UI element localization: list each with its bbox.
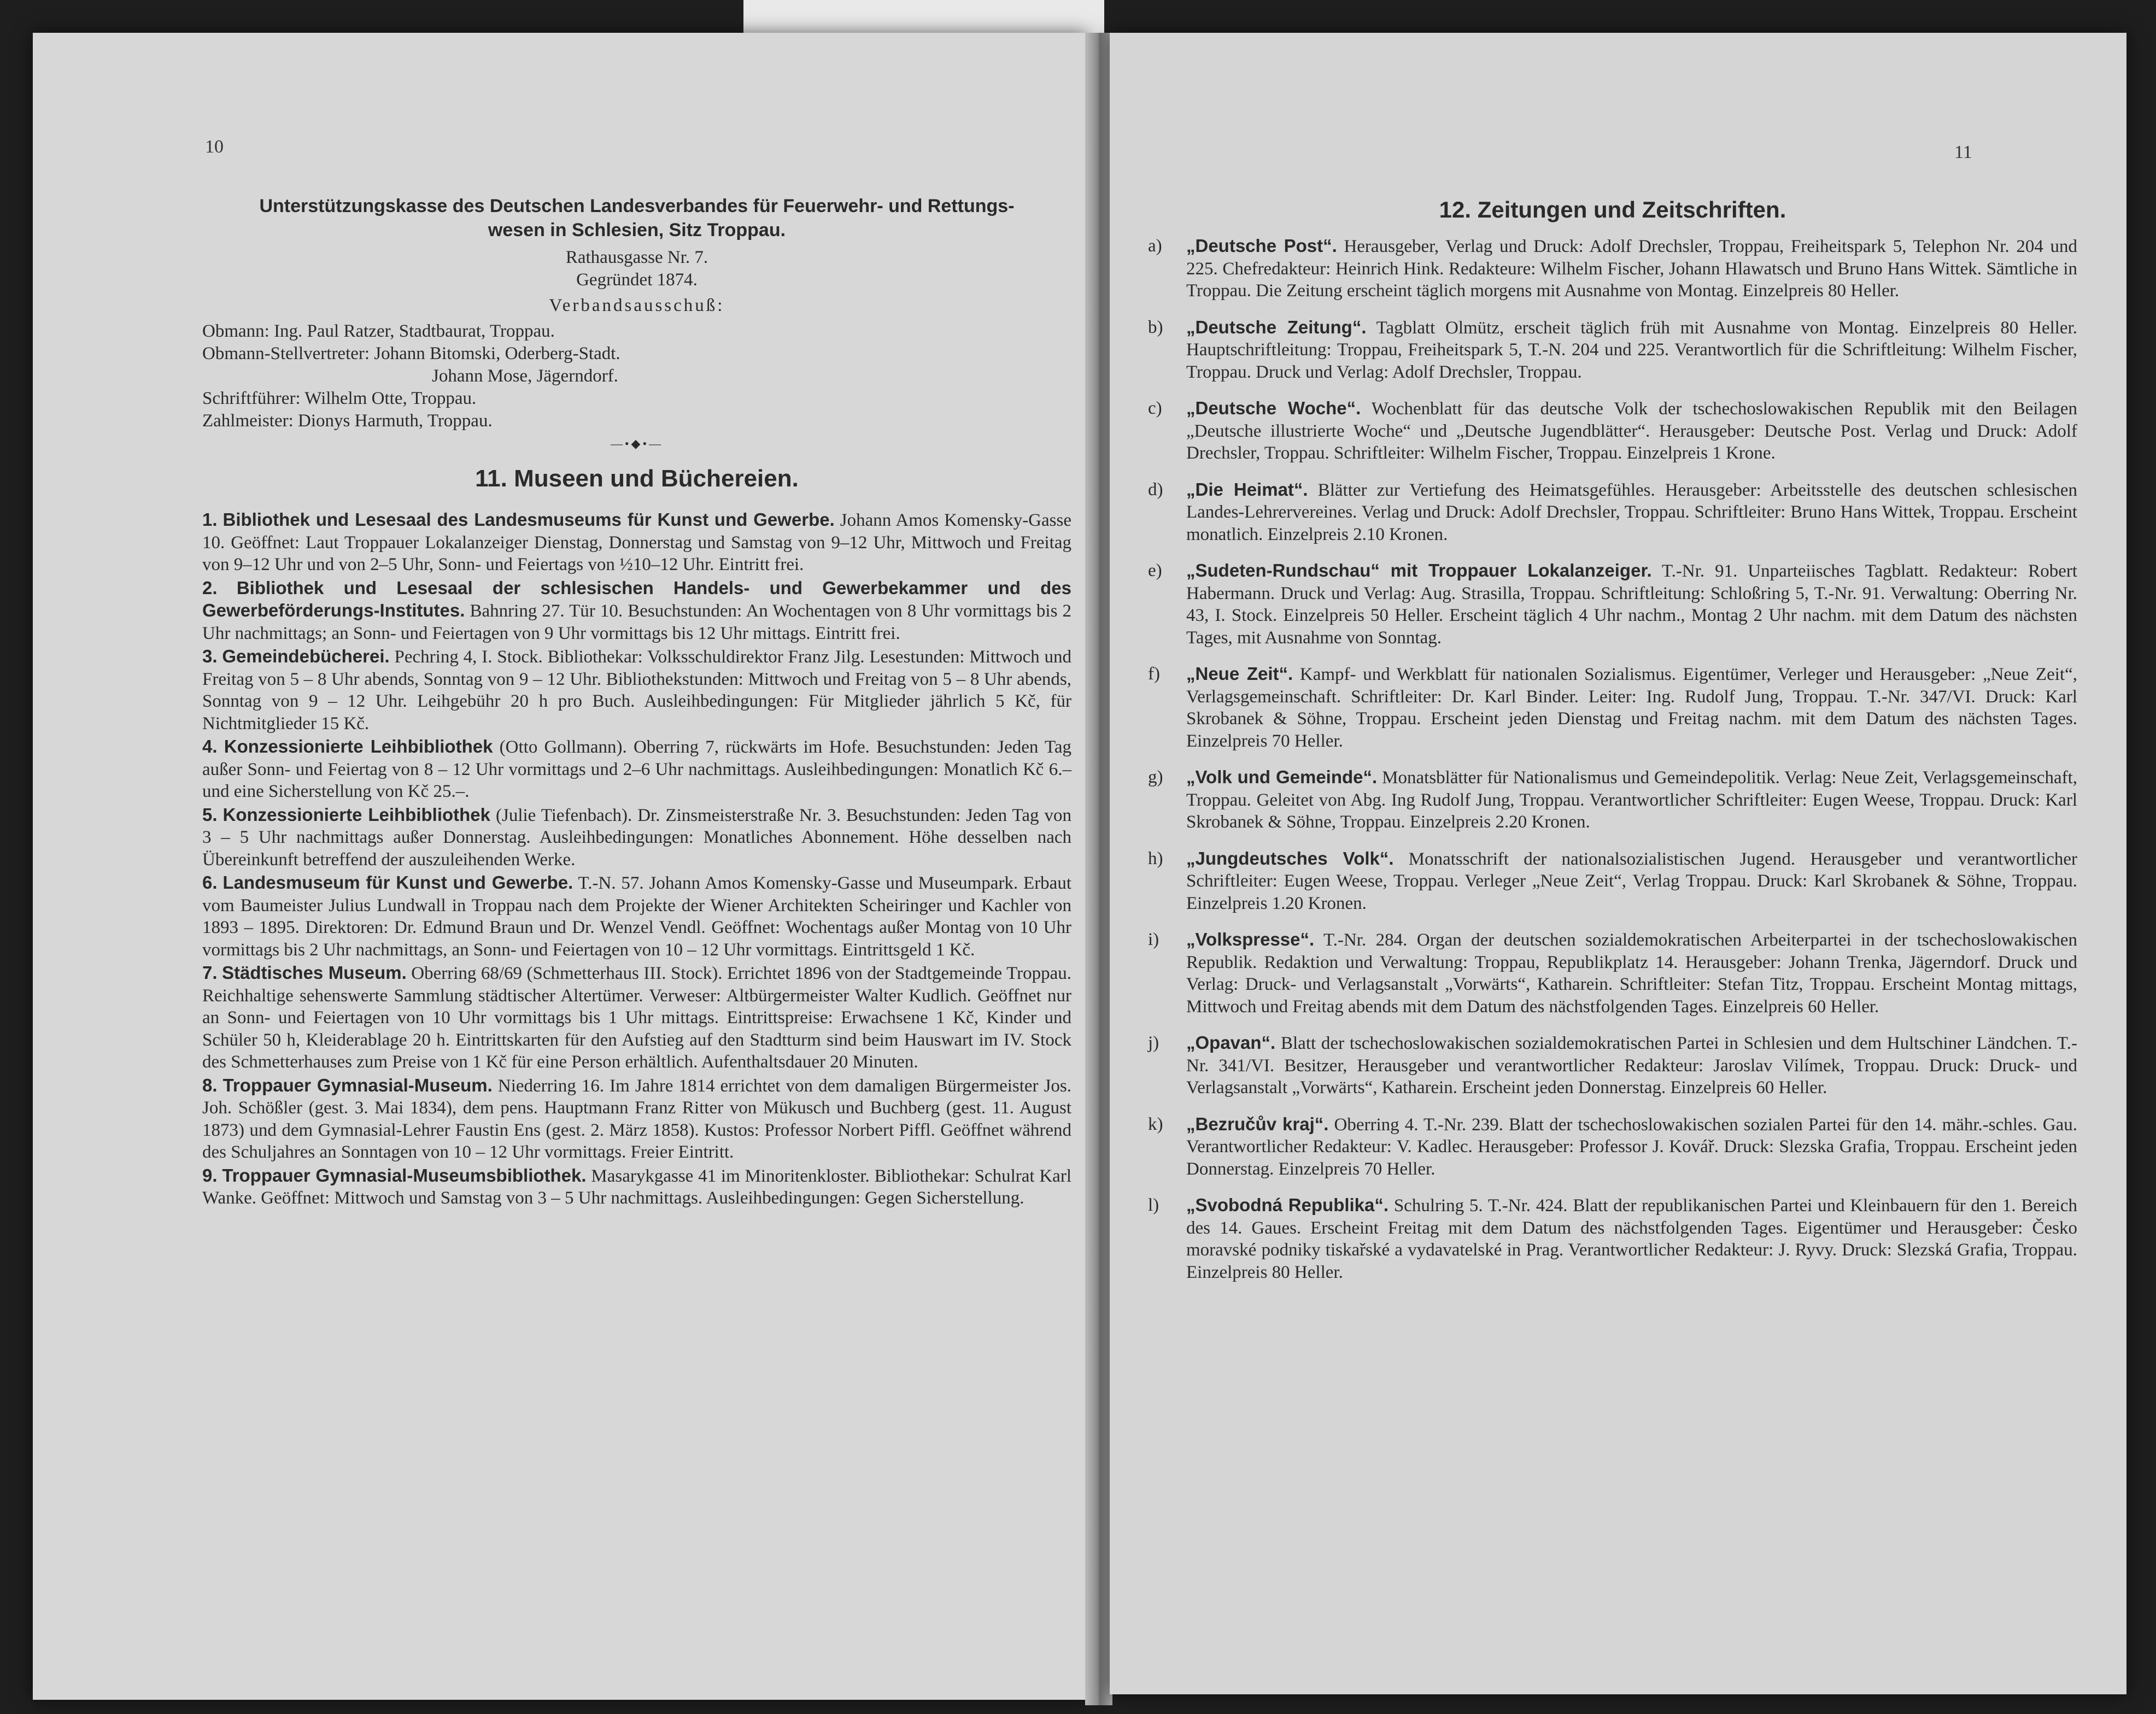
- entry-label: b): [1148, 317, 1163, 337]
- list-item: [1148, 560, 2077, 649]
- entry-text: Schulring 5. T.-Nr. 424. Blatt der republikanischen Partei und Kleinbauern für den 1. Bereich des 14. Gaues. Erscheint Freitag mit dem Datum des nächstfolgenden Tages. Eigentümer und Herausgeber: Česko moravské podniky tiskařské a vydavatelské in Prag. Verantwortlicher Redakteur: J. Ryvy. Druck: Slezská Grafia, Troppau. Einzelpreis 80 Heller.: [1186, 1196, 2077, 1282]
- association-founded: Gegründet 1874.: [576, 270, 698, 290]
- entry-title: „Bezručův kraj“.: [1186, 1113, 1329, 1134]
- entry-text: T.-Nr. 91. Unparteiisches Tagblatt. Redakteur: Robert Habermann. Druck und Verlag: Aug. Strasilla, Troppau. Schriftleitung: Schloßring 5, T.-Nr. 91. Verwaltung: Oberring Nr. 43, I. Stock. Einzelpreis 50 Heller. Erscheint täglich 4 Uhr nachm., Montag 2 Uhr nachm. mit dem Datum des nächsten Tages, mit Ausnahme von Sonntag.: [1186, 561, 2077, 648]
- entry-title: „Svobodná Republika“.: [1186, 1195, 1389, 1215]
- entry-title: „Deutsche Zeitung“.: [1186, 316, 1367, 337]
- list-item: [1148, 479, 2077, 546]
- list-item: [1148, 316, 2077, 384]
- right-page: [1110, 33, 2126, 1694]
- entry-label: a): [1148, 236, 1162, 256]
- list-item: [1148, 1194, 2077, 1283]
- book-gutter: [1085, 33, 1112, 1705]
- board-member: Johann Mose, Jägerndorf.: [432, 366, 618, 386]
- list-item: [1148, 1032, 2077, 1099]
- association-header-line-2: wesen in Schlesien, Sitz Troppau.: [488, 220, 786, 240]
- board-member: Zahlmeister: Dionys Harmuth, Troppau.: [202, 411, 493, 431]
- entry-text: Tagblatt Olmütz, erscheit täglich früh mit Ausnahme von Montag. Einzelpreis 80 Heller. Hauptschriftleitung: Troppau, Freiheitspark 5, T.-N. 204 und 225. Verantwortlich für die Schriftleitung: Wilhelm Fischer, Troppau. Druck und Verlag: Adolf Drechsler, Troppau.: [1186, 318, 2078, 382]
- section-title-newspapers: 12. Zeitungen und Zeitschriften.: [1439, 197, 1786, 222]
- list-item: [202, 962, 1071, 1073]
- entry-text: Blätter zur Vertiefung des Heimatsgefühles. Herausgeber: Arbeitsstelle des deutschen schlesischen Landes-Lehrervereines. Verlag und Druck: Adolf Drechsler, Troppau. Schriftleiter: Bruno Hans Wittek, Troppau. Erscheint monatlich. Einzelpreis 2.10 Kronen.: [1186, 480, 2078, 544]
- entry-text: Oberring 68/69 (Schmetterhaus III. Stock). Errichtet 1896 von der Stadtgemeinde Troppau. Reichhaltige sehenswerte Sammlung städtischer Altertümer. Verweser: Altbürgermeister Walter Kudlich. Geöffnet nur an Sonn- und Feiertagen von 10 Uhr vormittags bis 1 Uhr mittags. Eintrittspreise: Erwachsene 1 Kč, Kinder und Schüler 50 h, Kleiderablage 20 h. Eintrittskarten für den Aufstieg auf den Stadtturm sind beim Hauswart im IV. Stock des Schmetterhauses zum Preise von 1 Kč für eine Person erhältlich. Aufenthaltsdauer 20 Minuten.: [202, 964, 1071, 1072]
- entry-label: d): [1148, 479, 1163, 500]
- entry-title: Konzessionierte Leihbibliothek: [222, 804, 491, 825]
- association-header-line-1: Unterstützungskasse des Deutschen Landesverbandes für Feuerwehr- und Rettungs-: [259, 196, 1015, 216]
- entry-number: 5.: [202, 804, 218, 825]
- list-item: [1148, 397, 2077, 465]
- entry-text: Blatt der tschechoslowakischen sozialdemokratischen Partei in Schlesien und dem Hultschiner Ländchen. T.-Nr. 341/VI. Besitzer, Herausgeber und verantwortlicher Redakteur: Jaroslav Vilímek, Troppau. Druck: Druck- und Verlagsanstalt „Vorwärts“, Katharein. Erscheint jeden Donnerstag. Einzelpreis 60 Heller.: [1186, 1034, 2078, 1097]
- left-page: [33, 33, 1088, 1700]
- entry-label: h): [1148, 848, 1163, 868]
- left-page-content: [202, 194, 1071, 1211]
- entry-title: „Jungdeutsches Volk“.: [1186, 848, 1394, 868]
- entry-label: f): [1148, 664, 1160, 684]
- entry-label: j): [1148, 1033, 1159, 1053]
- list-item: [1148, 1113, 2077, 1181]
- entry-text: Oberring 4. T.-Nr. 239. Blatt der tschechoslowakischen sozialen Partei für den 14. mähr.-schles. Gau. Verantwortlicher Redakteur: V. Kadlec. Herausgeber: Professor J. Kovář. Druck: Slezska Grafia, Troppau. Erscheint jeden Donnerstag. Einzelpreis 70 Heller.: [1186, 1114, 2077, 1179]
- entry-label: i): [1148, 930, 1159, 949]
- entry-title: Gemeindebücherei.: [222, 646, 390, 666]
- entry-number: 3.: [202, 646, 218, 666]
- right-page-content: [1148, 197, 2077, 1298]
- entry-text: Masarykgasse 41 im Minoritenkloster. Bibliothekar: Schulrat Karl Wanke. Geöffnet: Mittwoch und Samstag von 3 – 5 Uhr nachmittags. Ausleihbedingungen: Gegen Sicherstellung.: [202, 1166, 1071, 1208]
- entry-number: 8.: [202, 1075, 218, 1095]
- entry-text: Wochenblatt für das deutsche Volk der tschechoslowakischen Republik mit den Beilagen „Deutsche illustrierte Woche“ und „Deutsche Jugendblätter“. Herausgeber: Deutsche Post. Verlag und Druck: Adolf Drechsler, Troppau. Schriftleiter: Wilhelm Fischer, Troppau. Einzelpreis 1 Krone.: [1186, 399, 2077, 463]
- entry-label: e): [1148, 561, 1162, 580]
- entry-text: Herausgeber, Verlag und Druck: Adolf Drechsler, Troppau, Freiheitspark 5, Telephon Nr. 204 und 225. Chefredakteur: Heinrich Hink. Redakteure: Wilhelm Fischer, Johann Hlawatsch und Bruno Hans Wittek. Sämtliche in Troppau. Die Zeitung erscheint täglich morgens mit Ausnahme von Montag. Einzelpreis 80 Heller.: [1186, 237, 2078, 301]
- entry-title: „Die Heimat“.: [1186, 479, 1308, 500]
- list-item: [202, 1165, 1071, 1210]
- list-item: [202, 645, 1071, 735]
- entry-title: Konzessionierte Leihbibliothek: [224, 736, 493, 756]
- entry-text: Bahnring 27. Tür 10. Besuchstunden: An Wochentagen von 8 Uhr vormittags bis 2 Uhr nachmittags; an Sonn- und Feiertagen von 9 Uhr vormittags bis 12 Uhr mittags. Eintritt frei.: [202, 601, 1072, 643]
- entry-text: Niederring 16. Im Jahre 1814 errichtet von dem damaligen Bürgermeister Jos. Joh. Schößler (gest. 3. Mai 1834), dem pens. Hauptmann Franz Ritter von Mükusch und Buchberg (gest. 11. August 1873) und dem Gymnasial-Lehrer Faustin Ens (gest. 2. März 1858). Kustos: Professor Norbert Piffl. Geöffnet während des Schuljahres an Sonntagen von 10 – 12 Uhr vormittags. Freier Eintritt.: [202, 1076, 1072, 1162]
- list-item: [1148, 766, 2077, 833]
- entry-title: „Deutsche Woche“.: [1186, 398, 1361, 418]
- entry-label: g): [1148, 767, 1163, 787]
- entry-title: Troppauer Gymnasial-Museum.: [222, 1075, 493, 1095]
- list-item: [202, 804, 1071, 871]
- entry-text: T.-Nr. 284. Organ der deutschen sozialdemokratischen Arbeiterpartei in der tschechoslowakischen Republik. Redaktion und Verwaltung: Troppau, Republikplatz 14. Herausgeber: Johann Trenka, Jägerndorf. Druck und Verlag: Druck- und Verlagsanstalt „Vorwärts“, Katharein. Schriftleiter: Stefan Titz, Troppau. Erscheint Montag mittags, Mittwoch und Freitag abends mit dem Datum des nächstfolgenden Tages. Einzelpreis 60 Heller.: [1186, 930, 2077, 1017]
- list-item: [202, 509, 1071, 576]
- entry-title: „Volkspresse“.: [1186, 929, 1315, 949]
- page-number-right: 11: [1954, 142, 1972, 162]
- list-item: [1148, 235, 2077, 302]
- entry-text: (Otto Gollmann). Oberring 7, rückwärts im Hofe. Besuchstunden: Jeden Tag außer Sonn- und Feiertag von 8 – 12 Uhr vormittags und 2–6 Uhr nachmittags. Ausleihbedingungen: Monatlich Kč 6.– und eine Sicherstellung von Kč 25.–.: [202, 737, 1072, 801]
- committee-label: Verbandsausschuß:: [549, 296, 725, 315]
- entry-number: 1.: [202, 509, 218, 530]
- entry-number: 6.: [202, 872, 218, 893]
- entry-label: l): [1148, 1195, 1159, 1215]
- entry-text: (Julie Tiefenbach). Dr. Zinsmeisterstraße Nr. 3. Besuchstunden: Jeden Tag von 3 – 5 Uhr nachmittags außer Donnerstag. Ausleihbedingungen: Monatliches Abonnement. Höhe desselben nach Übereinkunft betreffend der auszuleihenden Werke.: [202, 805, 1072, 870]
- list-item: [1148, 848, 2077, 915]
- board-member: Obmann-Stellvertreter: Johann Bitomski, Oderberg-Stadt.: [202, 344, 620, 363]
- entry-title: „Opavan“.: [1186, 1032, 1276, 1053]
- entry-title: „Neue Zeit“.: [1186, 664, 1293, 684]
- entry-text: Kampf- und Werkblatt für nationalen Sozialismus. Eigentümer, Verleger und Herausgeber: „Neue Zeit“, Verlagsgemeinschaft. Schriftleiter: Dr. Karl Binder. Leiter: Ing. Rudolf Jung, Troppau. T.-Nr. 347/VI. Druck: Karl Skrobanek & Söhne, Troppau. Erscheint jeden Dienstag und Freitag nachm. mit dem Datum des nächsten Tages. Einzelpreis 70 Heller.: [1186, 665, 2078, 751]
- entry-title: „Deutsche Post“.: [1186, 236, 1337, 256]
- entry-title: Bibliothek und Lesesaal der schlesischen Handels- und Gewerbekammer und des Gewerbeförderungs-Institutes.: [202, 577, 1072, 620]
- entry-title: Bibliothek und Lesesaal des Landesmuseums für Kunst und Gewerbe.: [222, 509, 835, 530]
- board-member: Schriftführer: Wilhelm Otte, Troppau.: [202, 389, 477, 408]
- entry-label: k): [1148, 1114, 1163, 1134]
- list-item: [202, 1075, 1071, 1164]
- list-item: [202, 872, 1071, 961]
- entry-text: Johann Amos Komensky-Gasse 10. Geöffnet: Laut Troppauer Lokalanzeiger Dienstag, Donnerstag und Samstag von 9–12 Uhr, Mittwoch und Freitag von 9–12 Uhr und von 2–5 Uhr, Sonn- und Feiertags von ½10–12 Uhr. Eintritt frei.: [202, 510, 1071, 574]
- entry-number: 2.: [202, 577, 218, 598]
- entry-title: Landesmuseum für Kunst und Gewerbe.: [222, 872, 573, 893]
- section-ornament: —•◆•—: [610, 437, 664, 450]
- association-address: Rathausgasse Nr. 7.: [565, 248, 708, 267]
- list-item: [1148, 929, 2077, 1018]
- entry-label: c): [1148, 398, 1162, 418]
- entry-number: 7.: [202, 962, 218, 983]
- scanner-background-strip: [743, 0, 1104, 33]
- section-title-museums: 11. Museen und Büchereien.: [475, 465, 799, 492]
- entry-text: Monatsblätter für Nationalismus und Gemeindepolitik. Verlag: Neue Zeit, Verlagsgemeinschaft, Troppau. Geleitet von Abg. Ing Rudolf Jung, Troppau. Verantwortlicher Schriftleiter: Eugen Weese, Troppau. Druck: Karl Skrobanek & Söhne, Troppau. Einzelpreis 2.20 Kronen.: [1186, 768, 2078, 832]
- entry-title: „Sudeten-Rundschau“ mit Troppauer Lokalanzeiger.: [1186, 560, 1652, 580]
- list-item: [202, 577, 1071, 645]
- entry-title: Troppauer Gymnasial-Museumsbibliothek.: [222, 1165, 587, 1185]
- entry-text: Pechring 4, I. Stock. Bibliothekar: Volksschuldirektor Franz Jilg. Lesestunden: Mittwoch und Freitag von 5 – 8 Uhr abends, Sonntag von 9 – 12 Uhr. Bibliothekstunden: Mittwoch und Freitag von 5 – 8 Uhr abends, Sonntag von 9 – 12 Uhr. Leihgebühr 20 h pro Buch. Ausleihbedingungen: Für Mitglieder jährlich 5 Kč, für Nichtmitglieder 15 Kč.: [202, 647, 1072, 733]
- entry-title: „Volk und Gemeinde“.: [1186, 767, 1378, 787]
- entry-number: 4.: [202, 736, 218, 756]
- entry-number: 9.: [202, 1165, 218, 1185]
- list-item: [202, 736, 1071, 803]
- board-member: Obmann: Ing. Paul Ratzer, Stadtbaurat, Troppau.: [202, 321, 555, 341]
- page-number-left: 10: [205, 137, 224, 157]
- entry-title: Städtisches Museum.: [222, 962, 407, 983]
- entry-text: T.-N. 57. Johann Amos Komensky-Gasse und Museumpark. Erbaut vom Baumeister Julius Lundwall in Troppau nach dem Projekte der Wiener Architekten Scheiringer und Kachler von 1893 – 1895. Direktoren: Dr. Edmund Braun und Dr. Wenzel Vendl. Geöffnet: Wochentags außer Montag von 10 Uhr vormittags bis 2 Uhr nachmittags, an Sonn- und Feiertagen von 10 – 12 Uhr vormittags. Eintrittsgeld 1 Kč.: [202, 873, 1071, 960]
- entry-text: Monatsschrift der nationalsozialistischen Jugend. Herausgeber und verantwortlicher Schriftleiter: Eugen Weese, Troppau. Verleger „Neue Zeit“, Verlag Troppau. Druck: Karl Skrobanek & Söhne, Troppau. Einzelpreis 1.20 Kronen.: [1186, 849, 2077, 913]
- list-item: [1148, 663, 2077, 752]
